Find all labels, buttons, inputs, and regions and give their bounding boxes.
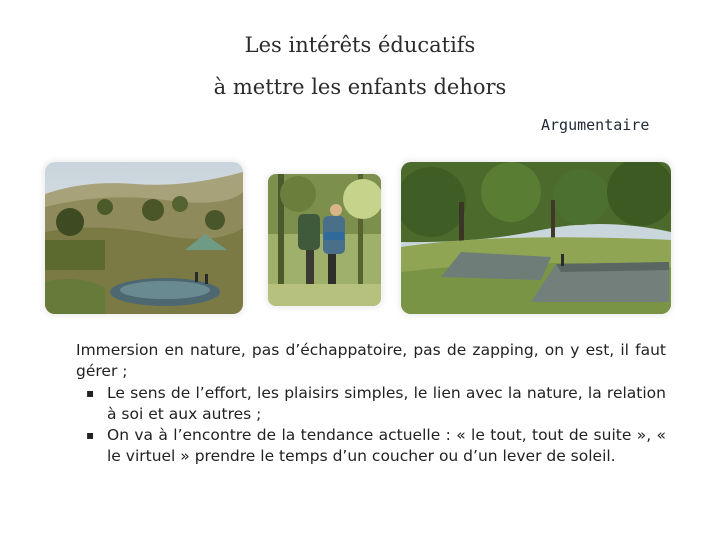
bullet-item-1 bbox=[76, 383, 666, 426]
slide-subtitle: Argumentaire bbox=[541, 116, 650, 134]
title-line-1: Les intérêts éducatifs bbox=[244, 33, 476, 57]
bullet-square-icon: ▪ bbox=[86, 385, 95, 400]
photo-hikers-backpacks bbox=[268, 174, 381, 306]
bullet-list bbox=[76, 383, 666, 468]
bullet-square-icon: ▪ bbox=[86, 428, 95, 443]
photo-mountain-pond-camp bbox=[45, 162, 243, 314]
intro-paragraph: Immersion en nature, pas d’échappatoire, pas de zapping, on y est, il faut gérer ; bbox=[76, 341, 666, 381]
bullet-item-2 bbox=[76, 425, 666, 468]
bullet-text-2: On va à l’encontre de la tendance actuelle : « le tout, tout de suite », « le virtuel » prendre le temps d’un coucher ou d’un lever de soleil. bbox=[107, 426, 666, 466]
bullet-text-1: Le sens de l’effort, les plaisirs simples, le lien avec la nature, la relation à soi et aux autres ; bbox=[107, 383, 666, 423]
slide-title bbox=[0, 24, 720, 108]
title-line-2: à mettre les enfants dehors bbox=[213, 75, 507, 99]
body-text bbox=[76, 340, 666, 468]
photo-forest-tarp-camp bbox=[401, 162, 671, 314]
